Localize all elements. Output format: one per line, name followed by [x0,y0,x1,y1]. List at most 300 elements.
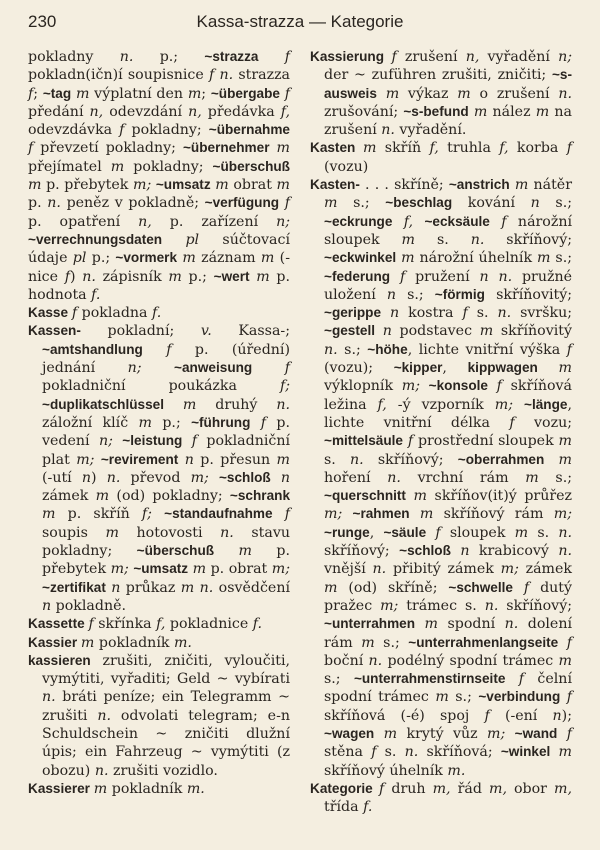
headword: ~mittelsäule [324,433,403,449]
definition-text [451,543,460,559]
grammar-label: m [479,323,494,340]
definition-text [558,635,567,651]
grammar-label: f [566,341,572,358]
headword: ~zertifikat [42,579,106,595]
definition-text: záložní klíč [42,414,139,431]
grammar-label: n. [42,689,56,706]
definition-text: p. přebytek [41,177,133,194]
grammar-label: m [473,103,488,120]
definition-text: osvědčení [213,579,290,596]
definition-text: stavu pokladny; [42,524,290,560]
dictionary-entry [28,48,290,304]
headword: ~gestell [324,323,376,339]
definition-text: (od) pokladny; [109,488,230,505]
definition-text [505,671,518,687]
definition-text: s.; [374,634,409,651]
dictionary-entry [310,48,572,139]
grammar-label: f [379,780,385,797]
definition-text [214,543,238,559]
grammar-label: f n. [209,67,234,84]
definition-text: p.; [151,414,192,431]
grammar-label: n [280,469,291,486]
grammar-label: pl [72,250,87,267]
grammar-label: m [187,85,202,102]
grammar-label: f [566,140,573,157]
grammar-label: f. [152,305,162,322]
definition-text: pružné uložení [324,268,572,303]
definition-text: nátěr [528,177,572,194]
headword: ~gerippe [324,305,382,321]
grammar-label: f [484,707,490,724]
headword: ~s-befund [403,103,469,119]
definition-text: dolení rám [324,616,572,651]
grammar-label: f [523,579,530,596]
definition-text: přibitý zámek [386,561,501,578]
definition-text: nález [487,103,536,120]
grammar-label: f [509,414,515,431]
grammar-label: m [276,451,291,468]
definition-text: ; [201,85,211,102]
definition-text [505,726,514,742]
grammar-label: f; [279,378,290,395]
grammar-label: m [93,780,108,797]
grammar-label: f, [156,616,166,633]
headword: ~verbindung [478,689,561,705]
headword: ~konsole [428,378,488,394]
definition-text: ) [69,268,83,285]
headword: kassieren [28,652,91,668]
grammar-label: pl [185,231,200,248]
grammar-label: m [401,250,415,267]
definition-text: (od) skříně; [337,579,449,596]
definition-text: pokladník [94,634,174,651]
headword: Kasten [310,140,363,156]
definition-text: předání [28,103,90,120]
definition-text [488,378,497,394]
definition-text: převzetí pokladny; [33,140,183,157]
grammar-label: f [462,305,468,322]
definition-text: pokladniční plat [42,433,291,468]
grammar-label: m [75,85,90,102]
grammar-label: f [407,433,414,450]
definition-text [415,616,424,632]
headword: ~rahmen [352,506,410,522]
grammar-label: n. [372,561,387,578]
grammar-label: f [566,634,572,651]
headword: Kassier [28,634,81,650]
definition-text: ); [561,707,572,724]
headword: Kassette [28,616,89,632]
headword: ~standaufnahme [164,506,273,522]
headword: ~strazza [204,49,259,64]
grammar-label: n. [324,341,338,358]
definition-text: sloupek [440,524,515,541]
definition-text: záznam [195,250,261,267]
headword: ~überschuß [136,543,215,559]
definition-text: vnější [324,561,373,578]
headword: ~unterrahmen [324,616,416,632]
grammar-label: m [324,195,338,212]
grammar-label: m; [271,561,290,578]
grammar-label: f [71,305,78,322]
grammar-label: f. [252,616,263,633]
definition-text: s.; [396,286,435,303]
dictionary-entry [28,634,290,652]
definition-text [390,269,400,285]
grammar-label: n [390,305,400,322]
grammar-label: n [460,543,470,560]
grammar-label: n. [94,762,109,779]
dictionary-entry [310,176,572,780]
definition-text: truhla [438,140,500,157]
definition-text: p. obrat [206,561,272,578]
headword: ~schloß [218,469,271,485]
grammar-label: m [28,177,42,194]
grammar-label: f [28,140,34,157]
definition-text [273,506,285,522]
grammar-label: m [401,231,415,248]
definition-text: nárožní úhelník [414,250,537,267]
grammar-label: m [383,725,398,742]
definition-text: p. hodnota [28,268,290,303]
grammar-label: n. [220,524,234,541]
headword: ~leistung [122,433,183,449]
grammar-label: f, [429,140,439,157]
grammar-label: m [180,579,195,596]
definition-text [557,726,566,742]
headword: ~höhe [367,341,408,357]
grammar-label: f. [91,286,101,303]
definition-text: korba [508,140,567,157]
definition-text: pokladně. [51,597,126,614]
definition-text: (-nice [28,250,290,285]
definition-text: p. skříň [55,506,142,523]
definition-text: bráti peníze; ein Telegramm ~ zrušiti [42,689,290,724]
definition-text: pokladny; [124,158,213,175]
grammar-label: n; [558,49,572,65]
definition-text: pokladna [77,305,153,322]
definition-text [143,342,166,358]
definition-text: výplatní den [89,85,188,102]
grammar-label: m [424,616,438,633]
definition-text: převod [120,469,191,486]
grammar-label: n [386,286,396,303]
grammar-label: n; [276,213,291,230]
definition-text: p. vedení [42,414,290,450]
grammar-label: m [324,579,338,596]
grammar-label: m [558,433,572,450]
grammar-label: m [182,250,196,267]
left-column [28,48,290,798]
grammar-label: f [88,616,94,633]
definition-text: s.; [337,195,386,212]
headword: ~federung [324,268,391,284]
definition-text [513,580,524,596]
grammar-label: n. [387,469,401,486]
grammar-label: v. [200,323,212,340]
definition-text: strazza [233,67,290,84]
grammar-label: m; [553,506,572,523]
definition-text: kostra [399,305,463,322]
grammar-label: n. [558,85,572,102]
grammar-label: m, [432,780,451,797]
definition-text: s.; [550,250,572,267]
definition-text: krytý vůz [397,725,488,742]
headword: ~eckrunge [324,213,393,229]
dictionary-entry [310,780,572,817]
grammar-label: n. [558,524,572,541]
definition-text: pokladny [28,49,120,65]
grammar-label: f [166,341,172,358]
definition-text: s.; [337,341,368,358]
definition-text [252,360,284,376]
page-number: 230 [28,12,57,31]
definition-text: peněz v pokladně; [60,195,205,212]
definition-text: p.; [181,268,214,285]
grammar-label: m [42,506,56,523]
grammar-label: n. [276,396,290,413]
grammar-label: f [260,414,267,431]
definition-text: der ~ zuführen zrušiti, zničiti; [324,67,552,84]
dictionary-entry [28,780,290,798]
definition-text: s. [324,451,351,468]
grammar-label: f; [141,506,152,523]
grammar-label: f [284,49,290,65]
grammar-label: n; [98,433,113,450]
headword: ~querschnitt [324,488,406,504]
grammar-label: m [80,634,95,651]
definition-text: -ý vzporník [386,396,495,413]
definition-text: pokladny; [124,122,209,139]
definition-text [271,470,281,486]
definition-text: Kassa-; [211,323,290,340]
definition-text: odevzdání [103,103,189,120]
definition-text: ; [33,85,43,102]
definition-text [342,506,352,522]
dictionary-entry [28,304,290,322]
grammar-label: n. [199,579,214,596]
definition-text [209,470,219,486]
definition-text: hoření [324,469,388,486]
definition-text: trámec s. [398,597,485,614]
grammar-label: n. [504,616,519,633]
grammar-label: f, [403,213,414,230]
definition-text: druhý [196,396,277,413]
definition-text [250,415,260,431]
definition-text: p. přesun [193,451,277,468]
definition-text [410,506,420,522]
grammar-label: n [479,268,489,285]
headword: Kategorie [310,780,380,796]
grammar-label: f [435,524,441,541]
definition-text: p. opatření [28,213,139,230]
headword: ~anstrich [448,177,510,193]
definition-text: skříňový; [498,597,572,614]
definition-text [152,506,164,522]
grammar-label: n, [465,49,480,65]
definition-text: s. [415,231,471,248]
definition-text: vozu; [514,414,572,431]
definition-text: boční [324,652,369,669]
definition-text: ) [91,469,107,486]
dictionary-entry [28,322,290,615]
grammar-label: f [371,744,377,761]
definition-text: předávka [201,103,281,120]
definition-text: výkaz [399,85,458,102]
definition-text: vrchní rám [400,469,526,486]
headword: ~verfügung [204,195,280,211]
definition-text: pokladní; [80,323,201,340]
headword: ~unterrahmenstirnseite [353,671,506,687]
grammar-label: n. [484,597,499,614]
definition-text [489,269,499,285]
grammar-label: f [399,268,406,285]
headword: ~umsatz [133,561,189,577]
definition-text: zrušiti, zničiti, vyloučiti, vymýtiti, vyřaditi; Geld ~ vybírati [42,652,290,688]
definition-text: skříň [376,140,430,157]
definition-text: (vozu) [324,158,369,175]
definition-text: skřínka [93,616,157,633]
definition-text: spodní [437,616,505,633]
grammar-label: m [558,744,573,761]
headword: ~duplikatschlüssel [42,396,165,412]
grammar-label: m [95,488,110,505]
headword: ~wert [213,268,250,284]
definition-text: skříňový; [324,543,400,560]
definition-text: skříňovitý [493,323,572,340]
definition-text: odvolati telegram; e-n Schuldschein ~ zničiti dlužní úpis; ein Fahrzeug ~ vymýtiti (z obozu) [42,707,290,779]
definition-text: skříňov(it)ý průřez [427,488,572,505]
dictionary-entry [28,652,290,780]
headword: ~wand [514,725,558,741]
definition-text: (-utí [42,469,82,486]
definition-text: p. zařízení [151,213,277,230]
grammar-label: m [525,469,539,486]
grammar-label: n, [188,103,202,120]
grammar-label: n. [404,744,419,761]
grammar-label: m, [488,780,507,797]
definition-text [182,433,191,449]
headword: ~oberrahmen [457,451,545,467]
headword: ~umsatz [155,177,211,193]
grammar-label: n. [498,268,513,285]
grammar-label: f [28,85,34,102]
definition-text: pokladn(ičn)í soupisnice [28,67,209,84]
grammar-label: f, [280,103,290,120]
grammar-label: f [284,195,290,212]
headword: Kassierer [28,780,94,796]
definition-text: prostřední sloupek [413,433,559,450]
grammar-label: m, [554,780,572,797]
headword: ~unterrahmenlangseite [408,634,559,650]
definition-text [544,452,558,468]
definition-text: skříňový úhelník [324,762,448,779]
definition-text: zrušení [396,49,466,65]
grammar-label: n. [47,195,61,212]
definition-text [164,397,183,413]
grammar-label: m [514,524,529,541]
headword: ~schrank [229,488,290,504]
headword: Kasten- [310,177,360,193]
right-column [310,48,572,816]
grammar-label: m [182,396,197,413]
grammar-label: f, [377,396,387,413]
definition-text [375,323,383,339]
grammar-label: m; [76,451,95,468]
grammar-label: m [276,140,290,157]
page-header [28,12,572,38]
grammar-label: n. [558,543,573,560]
grammar-label: m; [132,177,152,194]
grammar-label: n. [381,122,395,139]
grammar-label: m [110,158,125,175]
definition-text: zámek [42,488,96,505]
definition-text: vyřadění [479,49,559,65]
definition-text [381,305,390,321]
definition-text [270,140,277,156]
definition-text [426,525,435,541]
definition-text: dutý pražec [324,579,573,614]
definition-text: s.; [538,469,572,486]
grammar-label: f [518,671,525,688]
headword: Kassen- [28,323,81,339]
definition-text: (-ení [489,707,553,724]
definition-text: vyřadění. [394,122,467,139]
grammar-label: m [260,250,275,267]
definition-text: svršku; [511,305,573,322]
grammar-label: m [138,414,152,431]
grammar-label: m [361,634,375,651]
headword: ~überschuß [212,158,290,174]
definition-text: s.; [539,195,572,212]
grammar-label: m. [447,762,466,779]
headword: ~s-ausweis [324,67,572,101]
definition-text: třída [324,799,364,816]
definition-text: . . . skříně; [359,177,449,194]
definition-text [162,232,185,248]
headword: ~schloß [399,543,451,559]
definition-text: o zrušení [470,85,559,102]
grammar-label: f [391,49,397,65]
grammar-label: n; [127,360,142,377]
definition-text: výklopník [324,378,402,395]
definition-text: , [369,524,384,541]
grammar-label: n. [368,652,383,669]
grammar-label: f [501,213,507,230]
definition-text: súčtovací údaje [28,231,290,267]
grammar-label: f [284,506,290,523]
headword: ~anweisung [174,360,253,376]
definition-text: (vozu); [324,360,394,377]
headword: ~beschlag [385,195,453,211]
grammar-label: n [81,469,91,486]
grammar-label: n [184,451,194,468]
headword: ~verrechnungsdaten [28,231,163,247]
definition-text: hotovosti [118,524,221,541]
headword: ~kipper [393,360,443,376]
grammar-label: m. [173,634,192,651]
definition-text [377,86,386,102]
definition-text: skříňový rám [433,506,554,523]
headword: ~förmig [434,286,485,302]
grammar-label: f [566,725,572,742]
definition-text: obrat [228,177,277,194]
headword: ~übernahme [208,122,290,138]
headword: ~länge [524,396,568,412]
definition-text: podélný spodní trámec [382,652,559,669]
grammar-label: m [362,140,377,157]
grammar-label: m; [500,561,519,578]
